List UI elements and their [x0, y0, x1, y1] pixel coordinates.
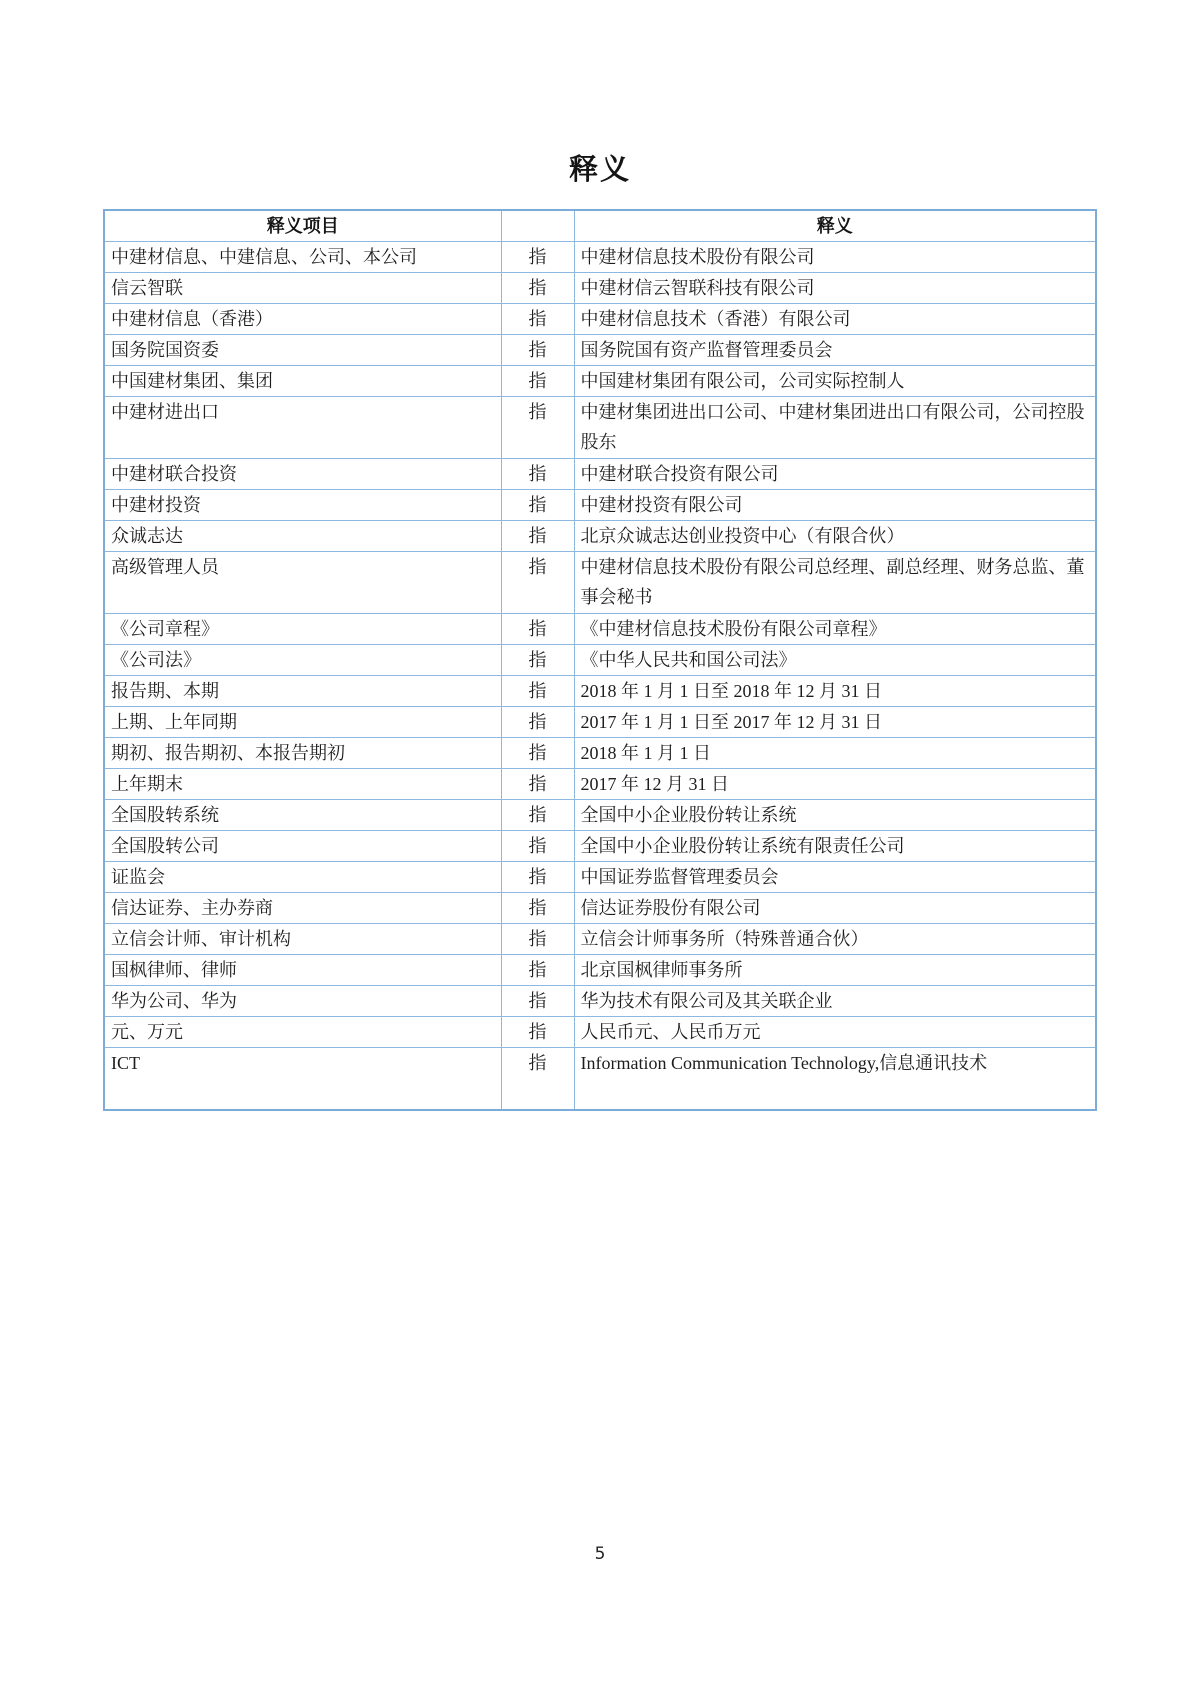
table-body — [104, 242, 1096, 1111]
ref-cell: 指 — [501, 242, 574, 273]
ref-cell: 指 — [501, 614, 574, 645]
page-number: 5 — [594, 1544, 606, 1564]
table-row — [104, 645, 1096, 676]
table-header-term: 释义项目 — [104, 210, 501, 242]
term-cell: 信云智联 — [104, 273, 501, 304]
definition-cell: 《中建材信息技术股份有限公司章程》 — [574, 614, 1096, 645]
ref-cell: 指 — [501, 490, 574, 521]
term-cell: 全国股转系统 — [104, 800, 501, 831]
table-row — [104, 459, 1096, 490]
term-cell: 《公司章程》 — [104, 614, 501, 645]
term-cell: 中建材联合投资 — [104, 459, 501, 490]
definition-cell: 信达证券股份有限公司 — [574, 893, 1096, 924]
ref-cell: 指 — [501, 831, 574, 862]
ref-cell: 指 — [501, 738, 574, 769]
definition-cell: Information Communication Technology,信息通讯技术 — [574, 1048, 1096, 1111]
ref-cell: 指 — [501, 397, 574, 459]
definition-cell: 中建材联合投资有限公司 — [574, 459, 1096, 490]
ref-cell: 指 — [501, 459, 574, 490]
table-row — [104, 614, 1096, 645]
ref-cell: 指 — [501, 1017, 574, 1048]
ref-cell: 指 — [501, 862, 574, 893]
ref-cell: 指 — [501, 800, 574, 831]
ref-cell: 指 — [501, 769, 574, 800]
table-row — [104, 769, 1096, 800]
table-row — [104, 397, 1096, 459]
ref-cell: 指 — [501, 955, 574, 986]
table-row — [104, 955, 1096, 986]
table-header-row — [104, 210, 1096, 242]
table-row — [104, 304, 1096, 335]
definition-cell: 全国中小企业股份转让系统有限责任公司 — [574, 831, 1096, 862]
table-row — [104, 800, 1096, 831]
definitions-table — [103, 209, 1097, 1111]
definition-cell: 《中华人民共和国公司法》 — [574, 645, 1096, 676]
ref-cell: 指 — [501, 521, 574, 552]
term-cell: 上期、上年同期 — [104, 707, 501, 738]
table-row — [104, 1017, 1096, 1048]
term-cell: ICT — [104, 1048, 501, 1111]
term-cell: 信达证券、主办券商 — [104, 893, 501, 924]
ref-cell: 指 — [501, 707, 574, 738]
term-cell: 中建材投资 — [104, 490, 501, 521]
table-row — [104, 335, 1096, 366]
definition-cell: 2018 年 1 月 1 日 — [574, 738, 1096, 769]
table-header-ref — [501, 210, 574, 242]
term-cell: 上年期末 — [104, 769, 501, 800]
term-cell: 国务院国资委 — [104, 335, 501, 366]
table-row — [104, 242, 1096, 273]
table-row — [104, 893, 1096, 924]
definition-cell: 华为技术有限公司及其关联企业 — [574, 986, 1096, 1017]
definition-cell: 人民币元、人民币万元 — [574, 1017, 1096, 1048]
term-cell: 报告期、本期 — [104, 676, 501, 707]
definition-cell: 中建材信息技术股份有限公司 — [574, 242, 1096, 273]
definition-cell: 北京众诚志达创业投资中心（有限合伙） — [574, 521, 1096, 552]
definition-cell: 2017 年 1 月 1 日至 2017 年 12 月 31 日 — [574, 707, 1096, 738]
table-row — [104, 986, 1096, 1017]
definition-cell: 2018 年 1 月 1 日至 2018 年 12 月 31 日 — [574, 676, 1096, 707]
term-cell: 中建材信息（香港） — [104, 304, 501, 335]
term-cell: 中国建材集团、集团 — [104, 366, 501, 397]
table-row — [104, 1048, 1096, 1111]
definition-cell: 中国证券监督管理委员会 — [574, 862, 1096, 893]
definition-cell: 中建材投资有限公司 — [574, 490, 1096, 521]
term-cell: 立信会计师、审计机构 — [104, 924, 501, 955]
table-row — [104, 521, 1096, 552]
definition-cell: 中国建材集团有限公司，公司实际控制人 — [574, 366, 1096, 397]
term-cell: 国枫律师、律师 — [104, 955, 501, 986]
ref-cell: 指 — [501, 304, 574, 335]
ref-cell: 指 — [501, 1048, 574, 1111]
definition-cell: 中建材信息技术（香港）有限公司 — [574, 304, 1096, 335]
definition-cell: 2017 年 12 月 31 日 — [574, 769, 1096, 800]
ref-cell: 指 — [501, 335, 574, 366]
term-cell: 全国股转公司 — [104, 831, 501, 862]
ref-cell: 指 — [501, 986, 574, 1017]
term-cell: 中建材信息、中建信息、公司、本公司 — [104, 242, 501, 273]
ref-cell: 指 — [501, 924, 574, 955]
table-header-definition: 释义 — [574, 210, 1096, 242]
definition-cell: 全国中小企业股份转让系统 — [574, 800, 1096, 831]
table-row — [104, 273, 1096, 304]
ref-cell: 指 — [501, 676, 574, 707]
term-cell: 证监会 — [104, 862, 501, 893]
ref-cell: 指 — [501, 273, 574, 304]
ref-cell: 指 — [501, 552, 574, 614]
table-row — [104, 707, 1096, 738]
ref-cell: 指 — [501, 645, 574, 676]
definition-cell: 国务院国有资产监督管理委员会 — [574, 335, 1096, 366]
term-cell: 众诚志达 — [104, 521, 501, 552]
definition-cell: 中建材集团进出口公司、中建材集团进出口有限公司，公司控股股东 — [574, 397, 1096, 459]
table-row — [104, 862, 1096, 893]
page-title: 释义 — [568, 152, 631, 186]
table-row — [104, 924, 1096, 955]
table-row — [104, 738, 1096, 769]
term-cell: 元、万元 — [104, 1017, 501, 1048]
table-row — [104, 366, 1096, 397]
definition-cell: 北京国枫律师事务所 — [574, 955, 1096, 986]
term-cell: 期初、报告期初、本报告期初 — [104, 738, 501, 769]
ref-cell: 指 — [501, 366, 574, 397]
ref-cell: 指 — [501, 893, 574, 924]
definition-cell: 中建材信息技术股份有限公司总经理、副总经理、财务总监、董事会秘书 — [574, 552, 1096, 614]
table-row — [104, 676, 1096, 707]
term-cell: 中建材进出口 — [104, 397, 501, 459]
table-row — [104, 552, 1096, 614]
term-cell: 《公司法》 — [104, 645, 501, 676]
term-cell: 华为公司、华为 — [104, 986, 501, 1017]
definition-cell: 立信会计师事务所（特殊普通合伙） — [574, 924, 1096, 955]
definition-cell: 中建材信云智联科技有限公司 — [574, 273, 1096, 304]
table-row — [104, 831, 1096, 862]
term-cell: 高级管理人员 — [104, 552, 501, 614]
table-row — [104, 490, 1096, 521]
